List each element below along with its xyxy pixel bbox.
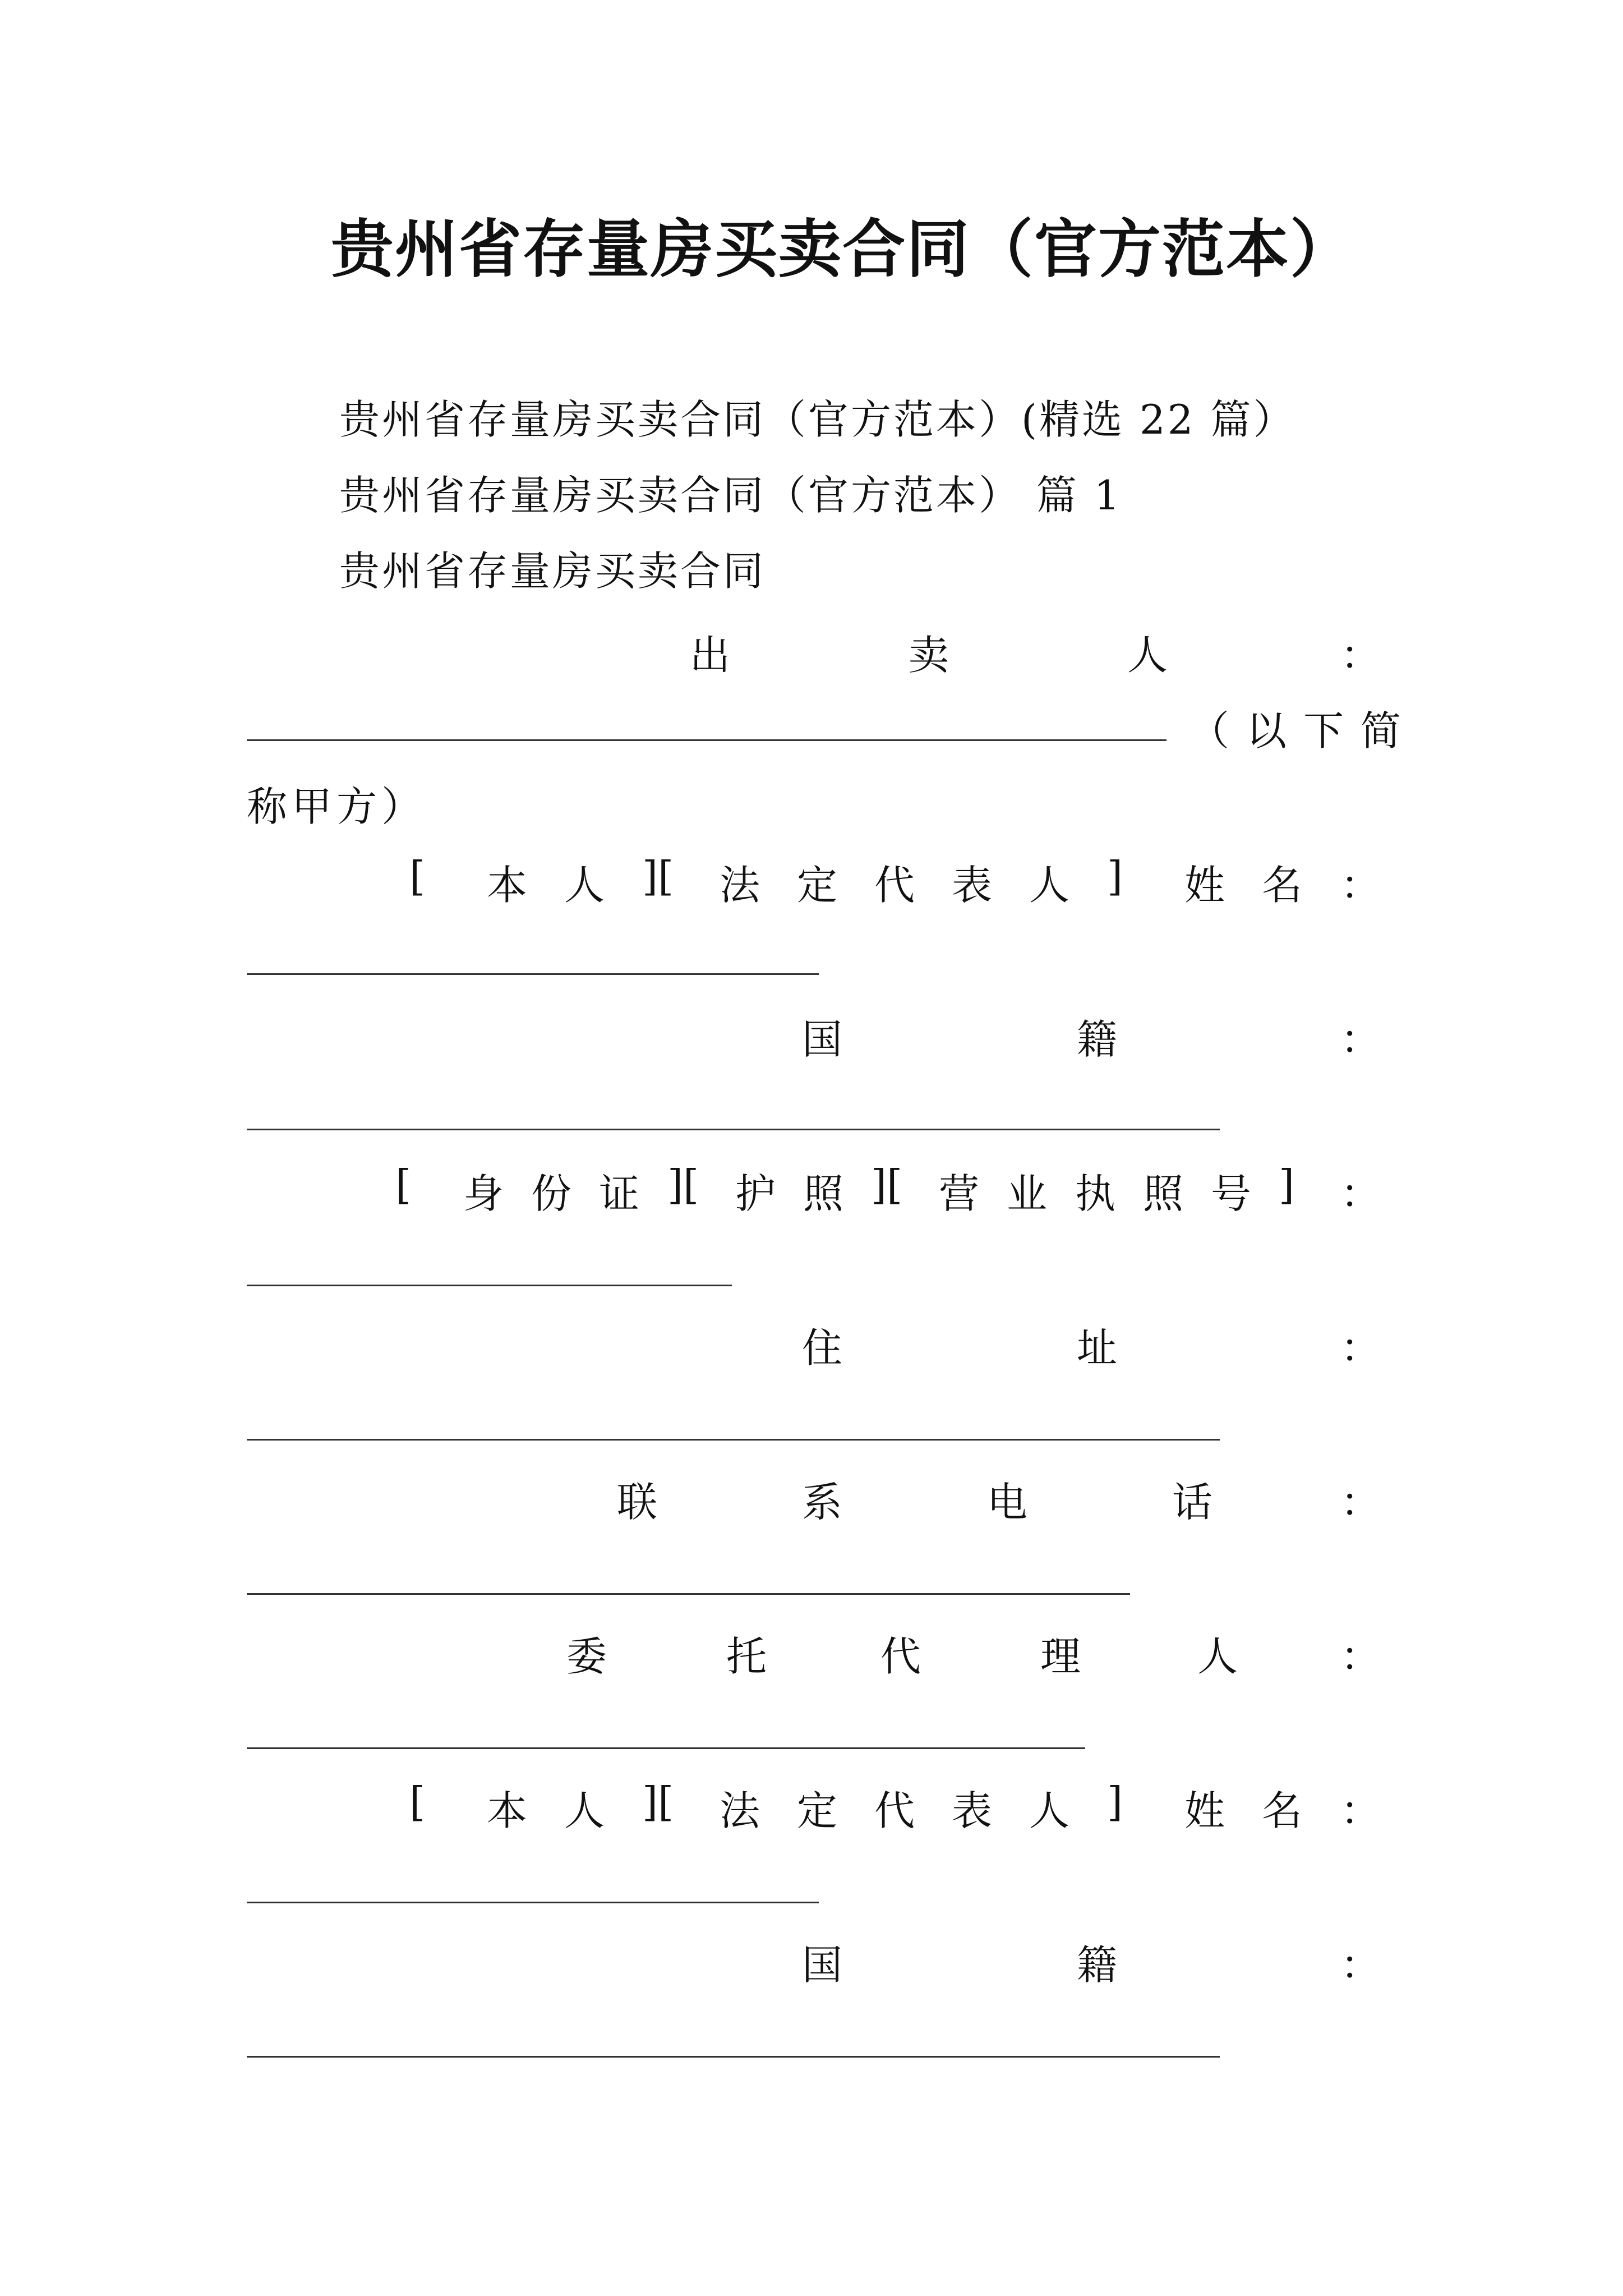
id-number-char-11: 照 <box>1143 1170 1184 1217</box>
seller-blank-line <box>247 739 1166 741</box>
representative-2-row <box>247 1778 1381 1834</box>
representative-1-char-9: ] <box>1107 853 1123 900</box>
address-char-0: 住 <box>802 1324 843 1372</box>
seller-char-0: 出 <box>690 632 731 679</box>
id-number-char-9: 业 <box>1007 1170 1048 1217</box>
representative-2-char-3: ][ <box>642 1778 674 1825</box>
representative-2-blank-line <box>247 1902 819 1903</box>
phone-char-3: 话 <box>1172 1479 1213 1526</box>
representative-1-char-0: [ <box>409 853 426 900</box>
representative-1-char-1: 本 <box>487 862 528 909</box>
representative-2-char-8: 人 <box>1029 1787 1070 1834</box>
seller-suffix-continued: 称甲方） <box>247 783 427 830</box>
id-number-char-13: ] <box>1279 1161 1295 1208</box>
phone-char-0: 联 <box>617 1479 658 1526</box>
id-number-char-5: 护 <box>735 1170 776 1217</box>
agent-char-3: 理 <box>1040 1633 1081 1680</box>
representative-1-colon: ： <box>1340 862 1381 909</box>
nationality-1-colon: ： <box>1340 1016 1381 1063</box>
representative-2-char-2: 人 <box>564 1787 605 1834</box>
address-blank-line <box>247 1439 1220 1441</box>
nationality-1-row <box>247 1007 1381 1063</box>
representative-1-char-2: 人 <box>564 862 605 909</box>
id-number-blank-line <box>247 1285 732 1286</box>
representative-1-char-11: 名 <box>1262 862 1303 909</box>
document-title: 贵州省存量房买卖合同（官方范本） <box>331 213 1354 286</box>
representative-1-row <box>247 853 1381 909</box>
id-number-char-7: ][ <box>871 1161 903 1208</box>
id-number-char-12: 号 <box>1211 1170 1252 1217</box>
agent-char-4: 人 <box>1197 1633 1238 1680</box>
phone-blank-line <box>247 1593 1130 1595</box>
nationality-2-char-1: 籍 <box>1077 1941 1118 1989</box>
representative-2-char-9: ] <box>1107 1778 1123 1825</box>
agent-row <box>247 1624 1381 1680</box>
nationality-2-row <box>247 1932 1381 1989</box>
nationality-2-char-0: 国 <box>802 1941 843 1989</box>
seller-colon: ： <box>1340 632 1381 679</box>
representative-2-colon: ： <box>1340 1787 1381 1834</box>
address-colon: ： <box>1340 1324 1381 1372</box>
representative-1-char-4: 法 <box>720 862 760 909</box>
agent-char-0: 委 <box>566 1633 607 1680</box>
nationality-2-blank-line <box>247 2056 1220 2058</box>
agent-char-1: 托 <box>726 1633 767 1680</box>
phone-char-1: 系 <box>802 1479 843 1526</box>
seller-char-2: 人 <box>1127 632 1168 679</box>
seller-label-row <box>247 623 1381 679</box>
representative-2-char-5: 定 <box>797 1787 838 1834</box>
nationality-1-char-1: 籍 <box>1077 1016 1118 1063</box>
representative-1-char-3: ][ <box>642 853 674 900</box>
id-number-char-1: 身 <box>463 1170 504 1217</box>
id-number-colon: ： <box>1340 1170 1381 1217</box>
id-number-char-2: 份 <box>531 1170 572 1217</box>
representative-2-char-4: 法 <box>720 1787 760 1834</box>
representative-1-blank-line <box>247 973 819 975</box>
intro-line-3: 贵州省存量房买卖合同 <box>339 547 766 595</box>
representative-2-char-10: 姓 <box>1184 1787 1225 1834</box>
representative-1-char-6: 代 <box>874 862 915 909</box>
address-char-1: 址 <box>1077 1324 1118 1372</box>
representative-2-char-7: 表 <box>952 1787 993 1834</box>
representative-2-char-11: 名 <box>1262 1787 1303 1834</box>
id-number-char-8: 营 <box>939 1170 980 1217</box>
phone-char-2: 电 <box>987 1479 1028 1526</box>
seller-char-1: 卖 <box>909 632 949 679</box>
address-row <box>247 1315 1381 1372</box>
nationality-1-char-0: 国 <box>802 1016 843 1063</box>
phone-colon: ： <box>1340 1479 1381 1526</box>
intro-line-2: 贵州省存量房买卖合同（官方范本） 篇 1 <box>339 472 1122 519</box>
seller-suffix: （以下简 <box>1189 707 1418 754</box>
agent-colon: ： <box>1340 1633 1381 1680</box>
representative-1-char-5: 定 <box>797 862 838 909</box>
agent-blank-line <box>247 1747 1085 1749</box>
id-number-row <box>247 1161 1381 1217</box>
representative-1-char-8: 人 <box>1029 862 1070 909</box>
id-number-char-0: [ <box>395 1161 412 1208</box>
phone-row <box>247 1470 1381 1526</box>
representative-2-char-6: 代 <box>874 1787 915 1834</box>
nationality-2-colon: ： <box>1340 1941 1381 1989</box>
id-number-char-6: 照 <box>803 1170 844 1217</box>
id-number-char-3: 证 <box>599 1170 640 1217</box>
id-number-char-10: 执 <box>1075 1170 1116 1217</box>
agent-char-2: 代 <box>880 1633 921 1680</box>
representative-2-char-0: [ <box>409 1778 426 1825</box>
nationality-1-blank-line <box>247 1129 1220 1130</box>
intro-line-1: 贵州省存量房买卖合同（官方范本）(精选 22 篇） <box>339 396 1296 443</box>
representative-2-char-1: 本 <box>487 1787 528 1834</box>
representative-1-char-10: 姓 <box>1184 862 1225 909</box>
representative-1-char-7: 表 <box>952 862 993 909</box>
id-number-char-4: ][ <box>667 1161 699 1208</box>
